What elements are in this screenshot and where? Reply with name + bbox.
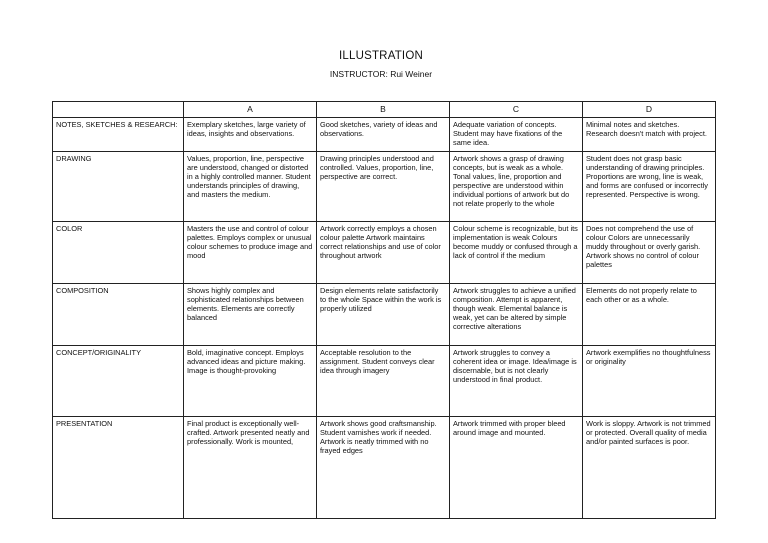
table-row bbox=[53, 417, 716, 519]
grade-cell: Artwork shows good craftsmanship. Student varnishes work if needed. Artwork is neatly trimmed with no frayed edges bbox=[317, 417, 450, 519]
table-row bbox=[53, 222, 716, 284]
criterion-label: DRAWING bbox=[53, 152, 184, 222]
grade-cell: Student does not grasp basic understanding of drawing principles. Proportions are wrong, line is weak, and forms are confused or incorrectly represented. Perspective is wrong. bbox=[583, 152, 716, 222]
grade-cell: Acceptable resolution to the assignment. Student conveys clear idea through imagery bbox=[317, 346, 450, 417]
grade-cell: Adequate variation of concepts. Student may have fixations of the same idea. bbox=[450, 118, 583, 152]
grade-cell: Elements do not properly relate to each other or as a whole. bbox=[583, 284, 716, 346]
grade-cell: Artwork trimmed with proper bleed around image and mounted. bbox=[450, 417, 583, 519]
header-grade-a: A bbox=[184, 102, 317, 118]
grade-cell: Artwork struggles to achieve a unified composition. Attempt is apparent, though weak. Elemental balance is weak, yet can be altered by simple corrective alterations bbox=[450, 284, 583, 346]
table-row bbox=[53, 284, 716, 346]
grade-cell: Artwork exemplifies no thoughtfulness or originality bbox=[583, 346, 716, 417]
grade-cell: Work is sloppy. Artwork is not trimmed or protected. Overall quality of media and/or painted surfaces is poor. bbox=[583, 417, 716, 519]
grade-cell: Minimal notes and sketches. Research doesn't match with project. bbox=[583, 118, 716, 152]
grade-cell: Final product is exceptionally well-crafted. Artwork presented neatly and professionally. Work is mounted, bbox=[184, 417, 317, 519]
rubric-table bbox=[52, 101, 716, 519]
grade-cell: Artwork correctly employs a chosen colour palette Artwork maintains correct relationships and use of color throughout artwork bbox=[317, 222, 450, 284]
grade-cell: Shows highly complex and sophisticated relationships between elements. Elements are correctly balanced bbox=[184, 284, 317, 346]
table-row bbox=[53, 152, 716, 222]
grade-cell: Drawing principles understood and controlled. Values, proportion, line, perspective are correct. bbox=[317, 152, 450, 222]
criterion-label: PRESENTATION bbox=[53, 417, 184, 519]
table-row bbox=[53, 118, 716, 152]
grade-cell: Design elements relate satisfactorily to the whole Space within the work is properly utilized bbox=[317, 284, 450, 346]
header-row bbox=[53, 102, 716, 118]
criterion-label: COLOR bbox=[53, 222, 184, 284]
document-title: ILLUSTRATION bbox=[339, 50, 423, 62]
grade-cell: Bold, imaginative concept. Employs advanced ideas and picture making. Image is thought-provoking bbox=[184, 346, 317, 417]
criterion-label: NOTES, SKETCHES & RESEARCH: bbox=[53, 118, 184, 152]
grade-cell: Does not comprehend the use of colour Colors are unnecessarily muddy throughout or overly garish. Artwork shows no control of colour palettes bbox=[583, 222, 716, 284]
grade-cell: Exemplary sketches, large variety of ideas, insights and observations. bbox=[184, 118, 317, 152]
table-row bbox=[53, 346, 716, 417]
grade-cell: Artwork shows a grasp of drawing concepts, but is weak as a whole. Tonal values, line, proportion and perspective are understood within individual portions of artwork but do not relate properly to the whole bbox=[450, 152, 583, 222]
grade-cell: Good sketches, variety of ideas and observations. bbox=[317, 118, 450, 152]
grade-cell: Masters the use and control of colour palettes. Employs complex or unusual colour schemes to produce image and mood bbox=[184, 222, 317, 284]
header-blank bbox=[53, 102, 184, 118]
criterion-label: COMPOSITION bbox=[53, 284, 184, 346]
header-grade-b: B bbox=[317, 102, 450, 118]
grade-cell: Values, proportion, line, perspective are understood, changed or distorted in a highly controlled manner. Student understands principles of drawing, and masters the medium. bbox=[184, 152, 317, 222]
header-grade-d: D bbox=[583, 102, 716, 118]
grade-cell: Colour scheme is recognizable, but its implementation is weak Colours become muddy or confused through a lack of control if the medium bbox=[450, 222, 583, 284]
criterion-label: CONCEPT/ORIGINALITY bbox=[53, 346, 184, 417]
header-grade-c: C bbox=[450, 102, 583, 118]
grade-cell: Artwork struggles to convey a coherent idea or image. Idea/image is discernable, but is not clearly understood in final product. bbox=[450, 346, 583, 417]
instructor-line: INSTRUCTOR: Rui Weiner bbox=[329, 69, 433, 79]
